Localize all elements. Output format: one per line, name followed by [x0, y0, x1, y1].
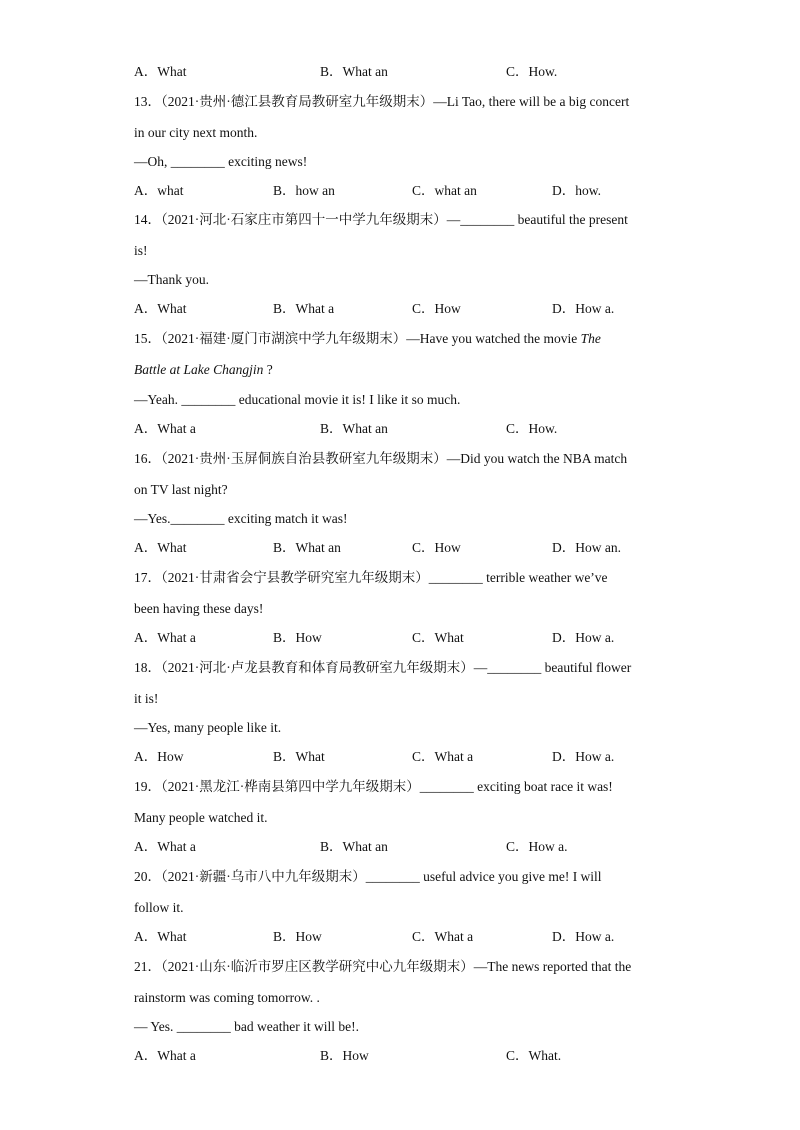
q15-option-b: B．What an	[320, 421, 388, 436]
q21-stem-line1: 21．（2021·山东·临沂市罗庄区教学研究中心九年级期末）—The news reported that the	[134, 959, 632, 974]
q13-option-c: C．what an	[412, 183, 477, 198]
q15-stem-line2	[134, 361, 273, 379]
q21-stem-line2: rainstorm was coming tomorrow. .	[134, 990, 320, 1005]
q17-option-a: A．What a	[134, 630, 196, 645]
q13-stem-line2: in our city next month.	[134, 125, 258, 140]
q15-options	[134, 420, 694, 438]
q20-option-a: A．What	[134, 929, 187, 944]
q20-option-c: C．What a	[412, 929, 474, 944]
q17-option-c: C．What	[412, 630, 464, 645]
q18-stem-line1: 18．（2021·河北·卢龙县教育和体育局教研室九年级期末）—________ beautiful flower	[134, 660, 632, 675]
q14-stem-line2: is!	[134, 243, 148, 258]
q20-stem-line1: 20．（2021·新疆·乌市八中九年级期末）________ useful advice you give me! I will	[134, 869, 602, 884]
q15-stem-text: 15．（2021·福建·厦门市湖滨中学九年级期末）—Have you watched the movie	[134, 331, 581, 346]
q16-option-c: C．How	[412, 540, 461, 555]
q15-stem-line1	[134, 330, 601, 348]
q13-option-d: D．how.	[552, 183, 601, 198]
q19-option-c: C．How a.	[506, 839, 568, 854]
q20-options	[134, 928, 694, 946]
q16-stem-line2: on TV last night?	[134, 482, 228, 497]
q16-stem-line1: 16．（2021·贵州·玉屏侗族自治县教研室九年级期末）—Did you watch the NBA match	[134, 451, 628, 466]
q15-option-c: C．How.	[506, 421, 558, 436]
q16-stem-line3: —Yes.________ exciting match it was!	[134, 511, 348, 526]
q18-options	[134, 748, 694, 766]
q18-option-c: C．What a	[412, 749, 474, 764]
q13-stem-line1: 13．（2021·贵州·德江县教育局教研室九年级期末）—Li Tao, there will be a big concert	[134, 94, 630, 109]
q13-stem-line3: —Oh, ________ exciting news!	[134, 154, 308, 169]
q20-option-d: D．How a.	[552, 929, 615, 944]
q21-option-a: A．What a	[134, 1048, 196, 1063]
q14-option-d: D．How a.	[552, 301, 615, 316]
q19-option-b: B．What an	[320, 839, 388, 854]
q12-option-c: C．How.	[506, 64, 558, 79]
q21-options	[134, 1047, 694, 1065]
q18-stem-line2: it is!	[134, 691, 159, 706]
q21-option-b: B．How	[320, 1048, 369, 1063]
q17-option-b: B．How	[273, 630, 322, 645]
q18-option-b: B．What	[273, 749, 325, 764]
q21-option-c: C．What.	[506, 1048, 562, 1063]
q16-options	[134, 539, 694, 557]
q15-question-mark: ?	[263, 362, 273, 377]
q17-option-d: D．How a.	[552, 630, 615, 645]
q18-option-d: D．How a.	[552, 749, 615, 764]
q14-option-c: C．How	[412, 301, 461, 316]
q16-option-d: D．How an.	[552, 540, 621, 555]
q18-option-a: A．How	[134, 749, 184, 764]
q12-option-a: A．What	[134, 64, 187, 79]
q19-options	[134, 838, 694, 856]
q18-stem-line3: —Yes, many people like it.	[134, 720, 282, 735]
q15-stem-line3: —Yeah. ________ educational movie it is! I like it so much.	[134, 392, 461, 407]
q13-option-b: B．how an	[273, 183, 335, 198]
q14-options	[134, 300, 694, 318]
q17-options	[134, 629, 694, 647]
q20-stem-line2: follow it.	[134, 900, 184, 915]
q13-options	[134, 182, 694, 200]
q14-option-a: A．What	[134, 301, 187, 316]
q12-options	[134, 63, 694, 81]
q19-option-a: A．What a	[134, 839, 196, 854]
q15-movie-title-part2: Battle at Lake Changjin	[134, 362, 264, 377]
q17-stem-line1: 17．（2021·甘肃省会宁县教学研究室九年级期末）________ terrible weather we’ve	[134, 570, 608, 585]
q14-stem-line1: 14．（2021·河北·石家庄市第四十一中学九年级期末）—________ beautiful the present	[134, 212, 628, 227]
q20-option-b: B．How	[273, 929, 322, 944]
q16-option-b: B．What an	[273, 540, 341, 555]
q15-movie-title-part1: The	[580, 331, 601, 346]
q19-stem-line2: Many people watched it.	[134, 810, 268, 825]
q21-stem-line3: — Yes. ________ bad weather it will be!.	[134, 1019, 359, 1034]
q12-option-b: B．What an	[320, 64, 388, 79]
q16-option-a: A．What	[134, 540, 187, 555]
q14-option-b: B．What a	[273, 301, 335, 316]
q17-stem-line2: been having these days!	[134, 601, 264, 616]
q19-stem-line1: 19．（2021·黑龙江·桦南县第四中学九年级期末）________ exciting boat race it was!	[134, 779, 613, 794]
q13-option-a: A．what	[134, 183, 184, 198]
q15-option-a: A．What a	[134, 421, 196, 436]
q14-stem-line3: —Thank you.	[134, 272, 209, 287]
